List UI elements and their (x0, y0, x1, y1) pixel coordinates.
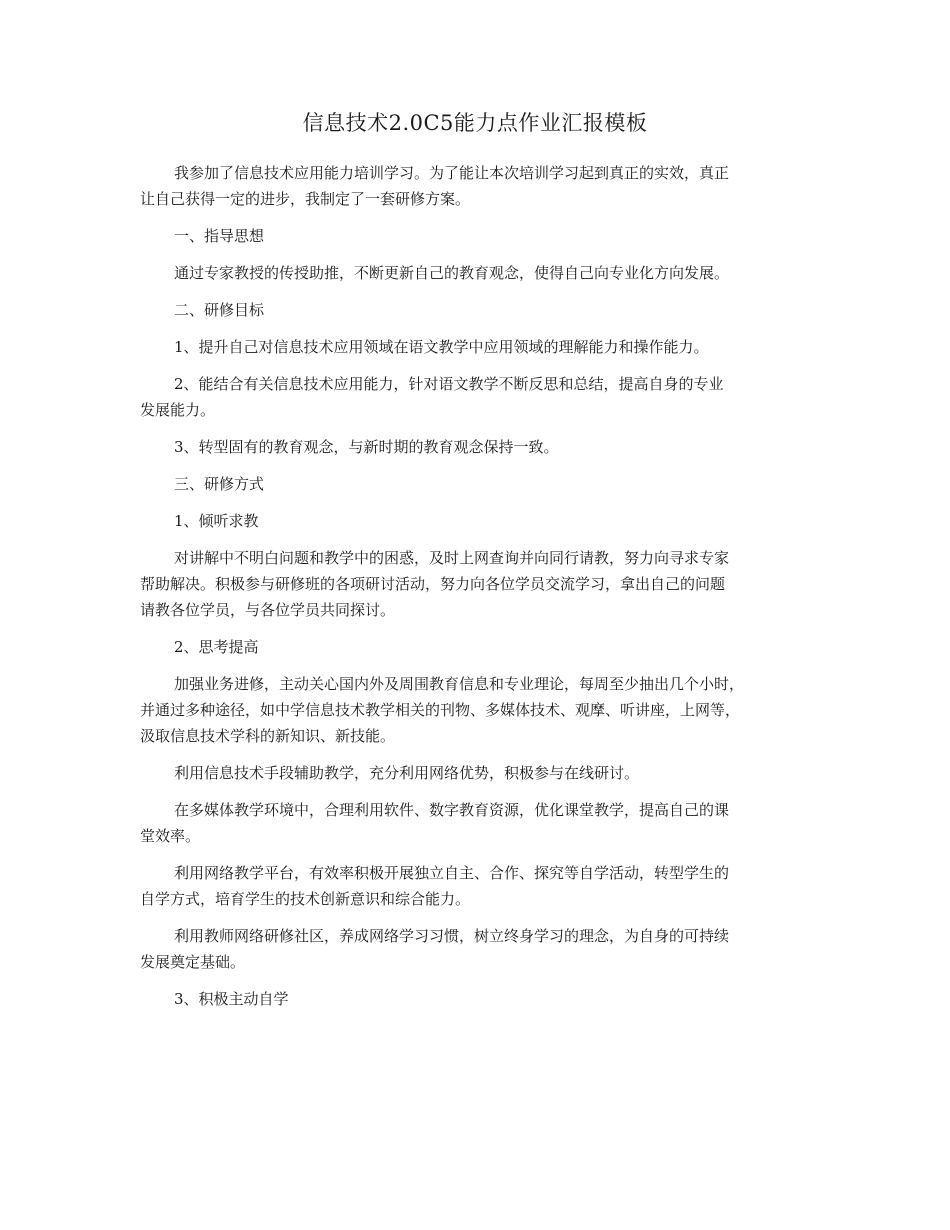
section-heading-guiding-ideology: 一、指导思想 (174, 227, 265, 245)
section-heading-training-goals: 二、研修目标 (174, 301, 265, 319)
document-title: 信息技术2.0C5能力点作业汇报模板 (302, 111, 648, 135)
goal-item-1: 1、提升自己对信息技术应用领域在语文教学中应用领域的理解能力和操作能力。 (174, 338, 709, 356)
intro-paragraph: 我参加了信息技术应用能力培训学习。为了能让本次培训学习起到真正的实效，真正 让自己获得一定的进步，我制定了一套研修方案。 (140, 164, 730, 208)
method-paragraph-2d: 利用网络教学平台，有效率积极开展独立自主、合作、探究等自学活动，转型学生的 自学方式，培育学生的技术创新意识和综合能力。 (140, 864, 730, 908)
goal-item-3: 3、转型固有的教育观念，与新时期的教育观念保持一致。 (174, 438, 559, 456)
guiding-ideology-paragraph: 通过专家教授的传授助推，不断更新自己的教育观念，使得自己向专业化方向发展。 (174, 264, 730, 282)
method-heading-1: 1、倾听求教 (174, 512, 259, 530)
goal-item-2: 2、能结合有关信息技术应用能力，针对语文教学不断反思和总结，提高自身的专业 发展能力。 (140, 375, 724, 419)
method-paragraph-1: 对讲解中不明白问题和教学中的困惑，及时上网查询并向同行请教，努力向寻求专家 帮助解决。积极参与研修班的各项研讨活动，努力向各位学员交流学习，拿出自己的问题 请教各位学员，与各位学员共同探讨。 (140, 549, 730, 619)
method-heading-3: 3、积极主动自学 (174, 990, 289, 1008)
section-heading-training-methods: 三、研修方式 (174, 475, 265, 493)
method-paragraph-2b: 利用信息技术手段辅助教学，充分利用网络优势，积极参与在线研讨。 (174, 764, 640, 782)
method-paragraph-2c: 在多媒体教学环境中，合理利用软件、数字教育资源，优化课堂教学，提高自己的课 堂效率。 (140, 801, 730, 845)
method-heading-2: 2、思考提高 (174, 638, 259, 656)
method-paragraph-2e: 利用教师网络研修社区，养成网络学习习惯，树立终身学习的理念，为自身的可持续 发展奠定基础。 (140, 927, 730, 971)
document-body (140, 160, 812, 1023)
method-paragraph-2a: 加强业务进修，主动关心国内外及周围教育信息和专业理论，每周至少抽出几个小时， 并通过多种途径，如中学信息技术教学相关的刊物、多媒体技术、观摩、听讲座，上网等， 汲取信息技术学科的新知识、新技能。 (140, 675, 745, 745)
